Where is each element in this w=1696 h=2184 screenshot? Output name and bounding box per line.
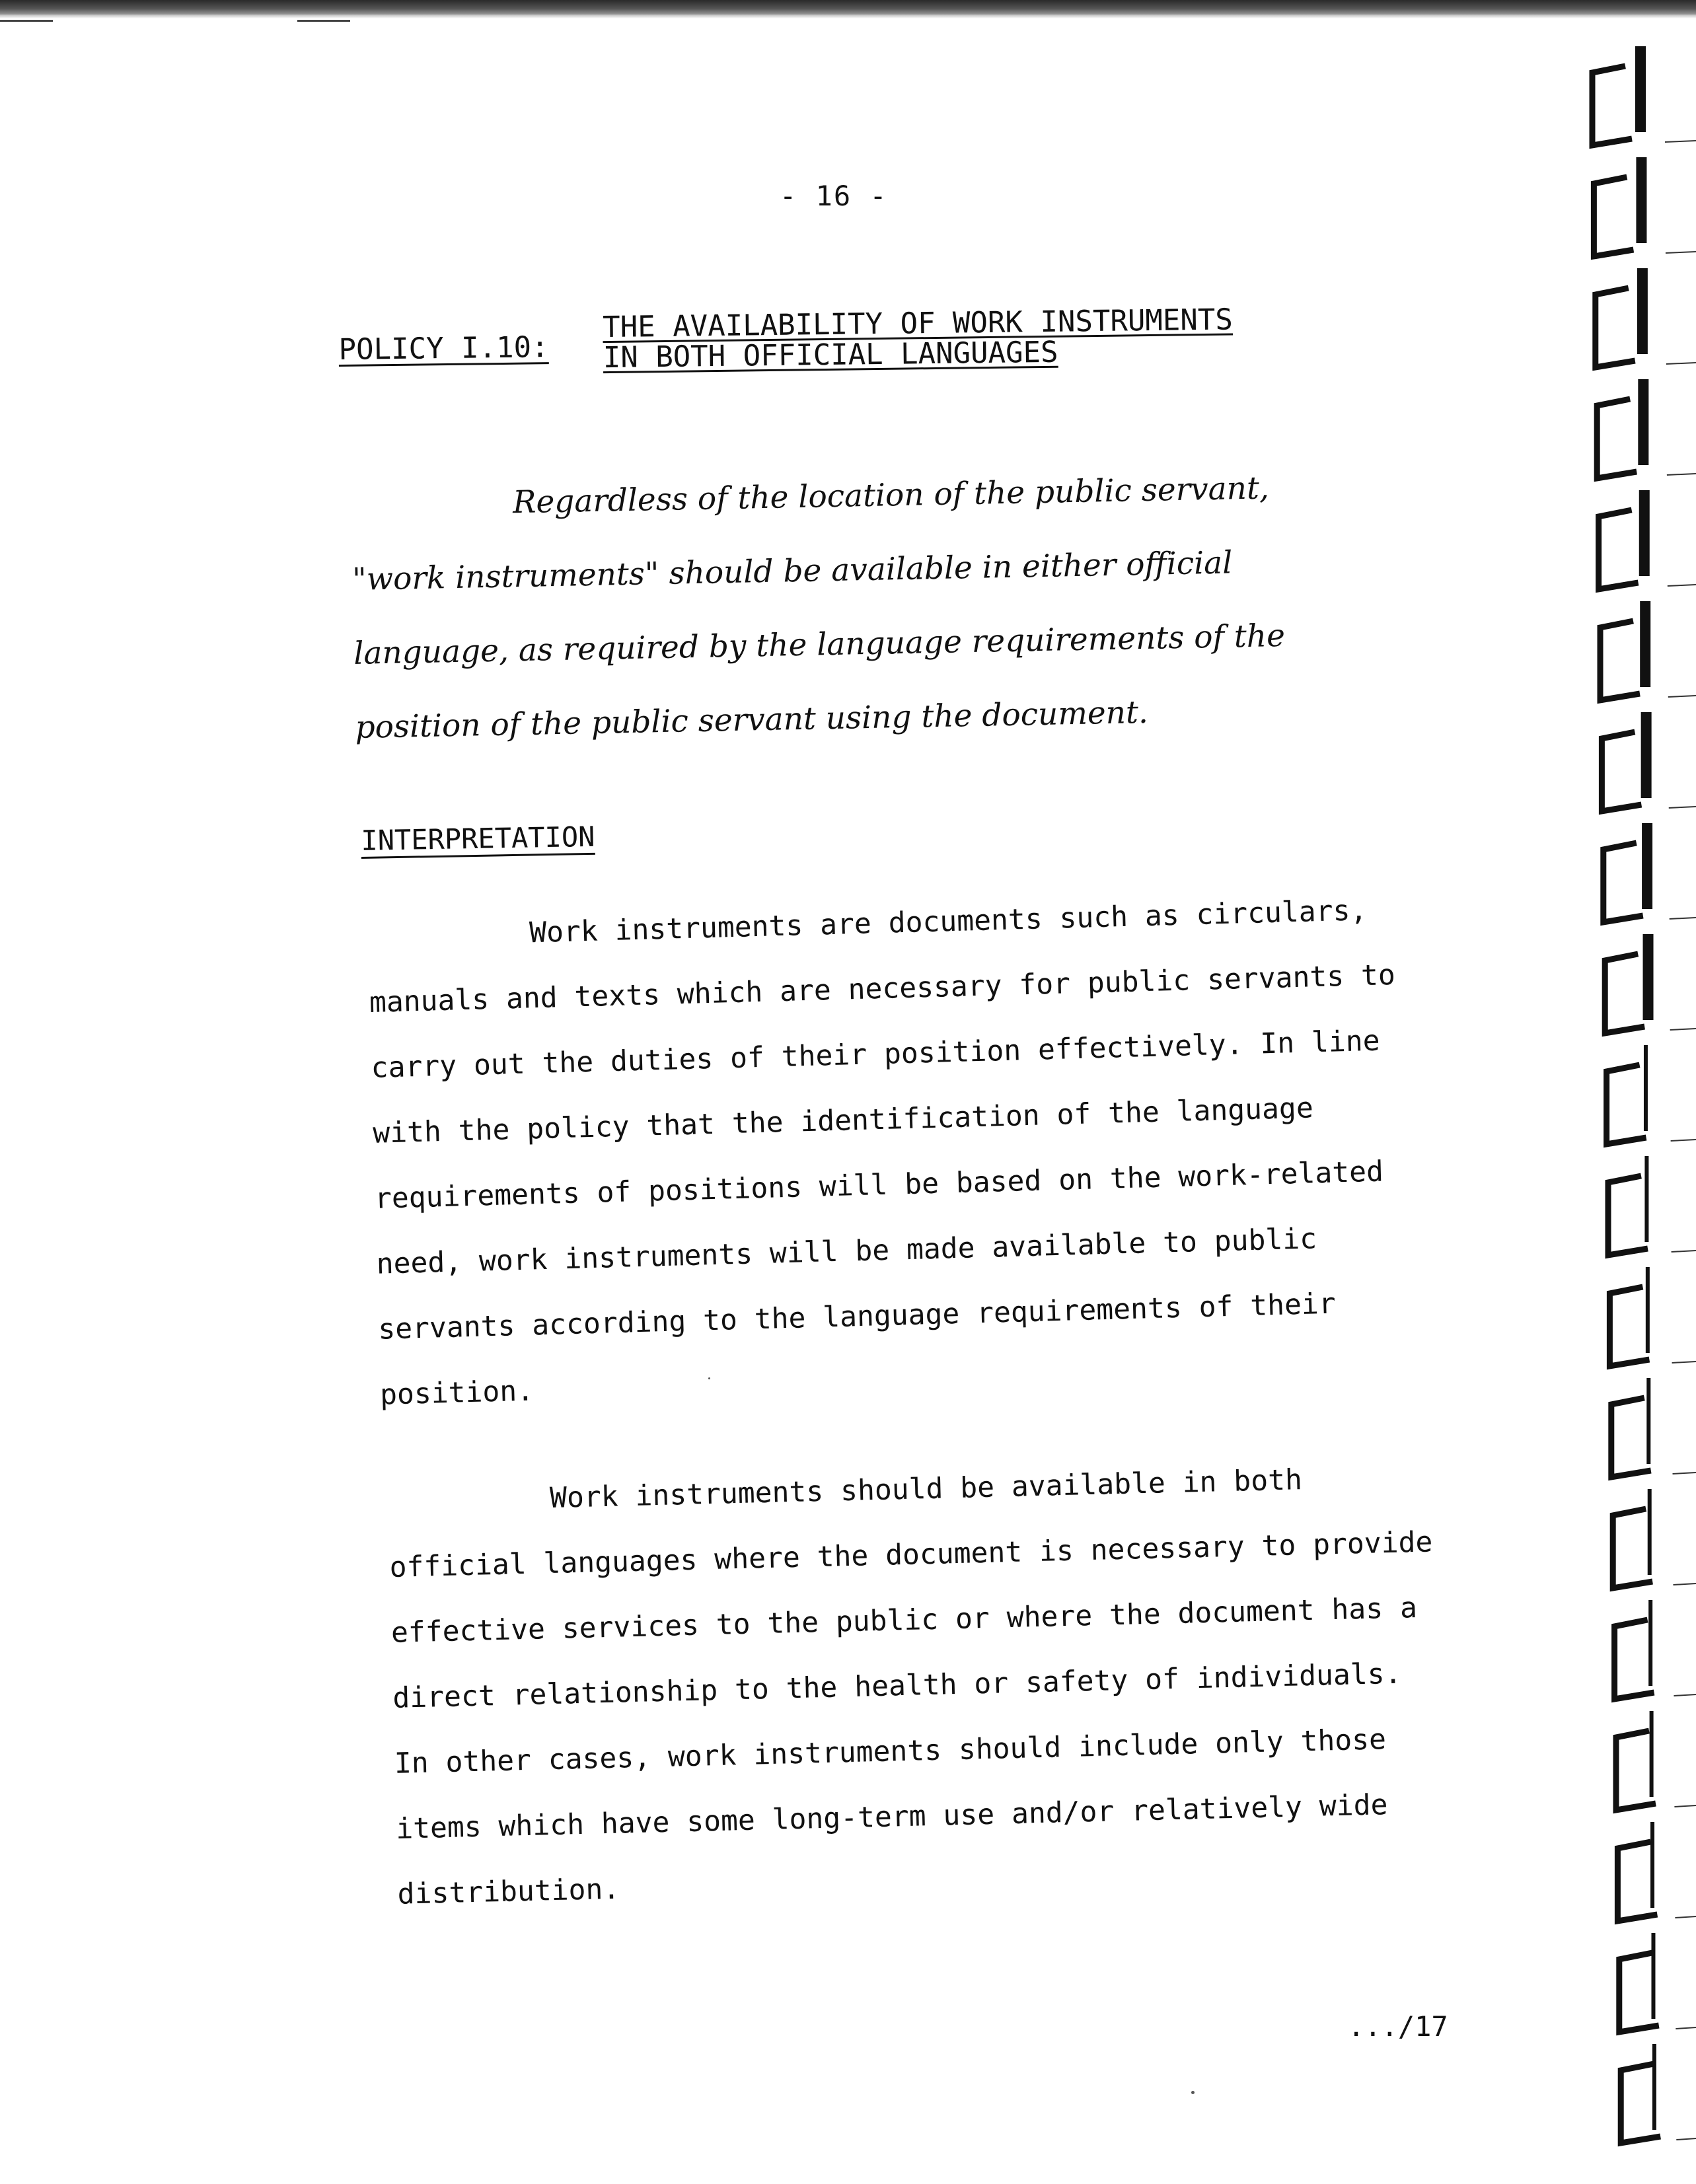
binding-loop xyxy=(1621,2044,1696,2143)
paragraph-line: Work instruments are documents such as circulars, xyxy=(529,894,1368,950)
continuation-marker: .../17 xyxy=(1348,2010,1448,2043)
statement-line: position of the public servant using the document. xyxy=(354,694,1149,746)
paragraph-line: need, work instruments will be made available to public xyxy=(376,1222,1317,1281)
paragraph-line: servants according to the language requirements of their xyxy=(377,1287,1337,1346)
binding-loop xyxy=(1613,1489,1696,1588)
binding-loop xyxy=(1615,1600,1696,1699)
scan-speck xyxy=(708,1377,710,1379)
paragraph-line: In other cases, work instruments should include only those xyxy=(394,1723,1387,1780)
paragraph-line: carry out the duties of their position effectively. In line xyxy=(371,1024,1381,1085)
paragraph-line: Work instruments should be available in both xyxy=(549,1463,1303,1515)
policy-statement xyxy=(350,450,1346,765)
scan-top-shadow xyxy=(0,15,1696,18)
policy-title-line: THE AVAILABILITY OF WORK INSTRUMENTS xyxy=(602,303,1234,345)
scan-top-edge xyxy=(0,0,1696,15)
binding-loop xyxy=(1596,268,1696,367)
binding-loop xyxy=(1602,712,1696,811)
binding-loop xyxy=(1607,1045,1696,1144)
paragraph-line: official languages where the document is necessary to provide xyxy=(389,1525,1433,1584)
paragraph-line: direct relationship to the health or safety of individuals. xyxy=(392,1657,1403,1715)
binding-loop xyxy=(1600,601,1696,700)
paragraph-line: requirements of positions will be based on the work-related xyxy=(374,1155,1384,1216)
binding-loop xyxy=(1617,1822,1696,1921)
paragraph-line: manuals and texts which are necessary for public servants to xyxy=(369,958,1396,1019)
binding-loop xyxy=(1605,934,1696,1033)
statement-line: language, as required by the language requirements of the xyxy=(353,617,1286,672)
interpretation-heading: INTERPRETATION xyxy=(361,820,595,857)
page-number: - 16 - xyxy=(780,180,888,212)
paragraph-line: position. xyxy=(379,1374,535,1412)
interpretation-paragraph-2 xyxy=(387,1444,1455,1928)
scan-mark xyxy=(297,20,350,22)
binding-loop xyxy=(1594,157,1696,256)
scan-speck xyxy=(1191,2091,1195,2094)
statement-line: "work instruments" should be available in either official xyxy=(351,544,1233,598)
binding-loop xyxy=(1619,1933,1696,2032)
paragraph-line: distribution. xyxy=(397,1872,620,1911)
binding-loop xyxy=(1611,1378,1696,1477)
policy-title-line: IN BOTH OFFICIAL LANGUAGES xyxy=(603,335,1058,375)
interpretation-paragraph-1 xyxy=(367,877,1438,1428)
policy-title xyxy=(603,305,1251,373)
paragraph-line: effective services to the public or where the document has a xyxy=(390,1591,1418,1650)
paragraph-line: items which have some long-term use and/or relatively wide xyxy=(395,1788,1388,1846)
scan-mark xyxy=(0,20,53,22)
binding-loop xyxy=(1616,1711,1696,1810)
binding-loop xyxy=(1604,823,1696,922)
spiral-binding xyxy=(1572,26,1696,2184)
statement-line: Regardless of the location of the public servant, xyxy=(512,470,1270,521)
binding-loop xyxy=(1608,1156,1696,1255)
binding-loop xyxy=(1597,379,1696,478)
binding-loop xyxy=(1609,1267,1696,1366)
binding-loop xyxy=(1599,490,1696,589)
policy-id: POLICY I.10: xyxy=(338,330,549,367)
paragraph-line: with the policy that the identification of the language xyxy=(372,1091,1314,1150)
binding-loop xyxy=(1592,46,1696,145)
